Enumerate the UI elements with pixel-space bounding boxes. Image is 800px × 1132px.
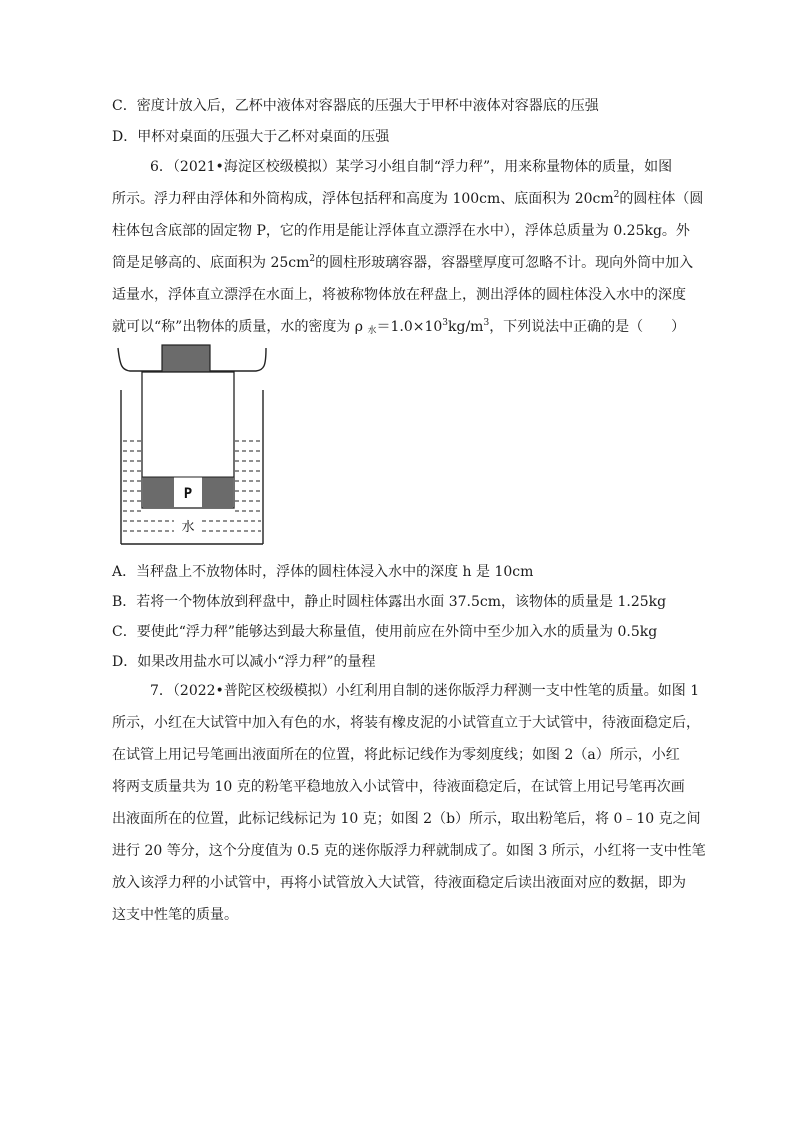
- q6-line-2-a: 所示。浮力秤由浮体和外筒构成，浮体包括秤和高度为 100cm、底面积为 20cm: [112, 191, 614, 207]
- q6-line-6-b: ＝1.0×10: [376, 319, 443, 335]
- q7-line-1: 7．（2022•普陀区校级模拟）小红利用自制的迷你版浮力秤测一支中性笔的质量。如图 1: [150, 683, 700, 699]
- q7-line-5: 出液面所在的位置，此标记线标记为 10 克；如图 2（b）所示，取出粉笔后，将 0﹣10 克之间: [112, 811, 701, 827]
- option-c-prev: C．密度计放入后，乙杯中液体对容器底的压强大于甲杯中液体对容器底的压强: [112, 98, 599, 114]
- base-weight-right: [202, 477, 233, 508]
- q6-line-4-b: 的圆柱形玻璃容器，容器壁厚度可忽略不计。现向外筒中加入: [315, 255, 694, 271]
- floating-scale-diagram: [114, 344, 274, 548]
- q6-line-5: 适量水，浮体直立漂浮在水面上，将被称物体放在秤盘上，测出浮体的圆柱体没入水中的深度: [112, 287, 686, 303]
- q7-line-7: 放入该浮力秤的小试管中，再将小试管放入大试管，待液面稳定后读出液面对应的数据，即为: [112, 875, 686, 891]
- q6-option-a: A．当秤盘上不放物体时，浮体的圆柱体浸入水中的深度 h 是 10cm: [112, 564, 534, 580]
- q6-line-6: [112, 317, 685, 337]
- weight-block: [162, 345, 210, 372]
- q7-line-8: 这支中性笔的质量。: [112, 907, 238, 923]
- q6-option-b: B．若将一个物体放到秤盘中，静止时圆柱体露出水面 37.5cm，该物体的质量是 1.25kg: [112, 594, 667, 610]
- q6-rho-sub: 水: [367, 326, 377, 336]
- q6-line-6-d: ，下列说法中正确的是（ ）: [489, 319, 686, 335]
- q7-line-4: 将两支质量共为 10 克的粉笔平稳地放入小试管中，待液面稳定后，在试管上用记号笔再次画: [112, 779, 685, 795]
- option-d-prev: D．甲杯对桌面的压强大于乙杯对桌面的压强: [112, 129, 390, 145]
- q6-line-4-a: 筒是足够高的、底面积为 25cm: [112, 255, 310, 271]
- q6-exp: 3: [442, 318, 449, 328]
- q6-line-2-b: 的圆柱体（圆: [619, 191, 704, 207]
- q6-line-1: 6．（2021•海淀区校级模拟）某学习小组自制“浮力秤”，用来称量物体的质量，如图: [150, 159, 673, 175]
- q6-sq-1: 2: [613, 190, 620, 200]
- q6-line-2: [112, 189, 703, 209]
- q6-line-6-a: 就可以“称”出物体的质量，水的密度为 ρ: [112, 319, 368, 335]
- water-label: 水: [181, 520, 195, 535]
- q6-option-c: C．要使此“浮力秤”能够达到最大称量值，使用前应在外筒中至少加入水的质量为 0.5kg: [112, 624, 658, 640]
- base-weight-left: [143, 477, 174, 508]
- q6-cube: 3: [483, 318, 490, 328]
- p-label: P: [183, 486, 193, 502]
- q7-line-2: 所示，小红在大试管中加入有色的水，将装有橡皮泥的小试管直立于大试管中，待液面稳定后，: [112, 715, 700, 731]
- q6-sq-2: 2: [309, 254, 316, 264]
- q7-line-3: 在试管上用记号笔画出液面所在的位置，将此标记线作为零刻度线；如图 2（a）所示，小红: [112, 747, 680, 763]
- q6-option-d: D．如果改用盐水可以减小“浮力秤”的量程: [112, 654, 376, 670]
- q6-line-6-c: kg/m: [448, 319, 484, 335]
- q6-line-3: 柱体包含底部的固定物 P，它的作用是能让浮体直立漂浮在水中），浮体总质量为 0.25kg。外: [112, 223, 690, 239]
- q7-line-6: 进行 20 等分，这个分度值为 0.5 克的迷你版浮力秤就制成了。如图 3 所示，小红将一支中性笔: [112, 843, 706, 859]
- q6-line-4: [112, 253, 693, 273]
